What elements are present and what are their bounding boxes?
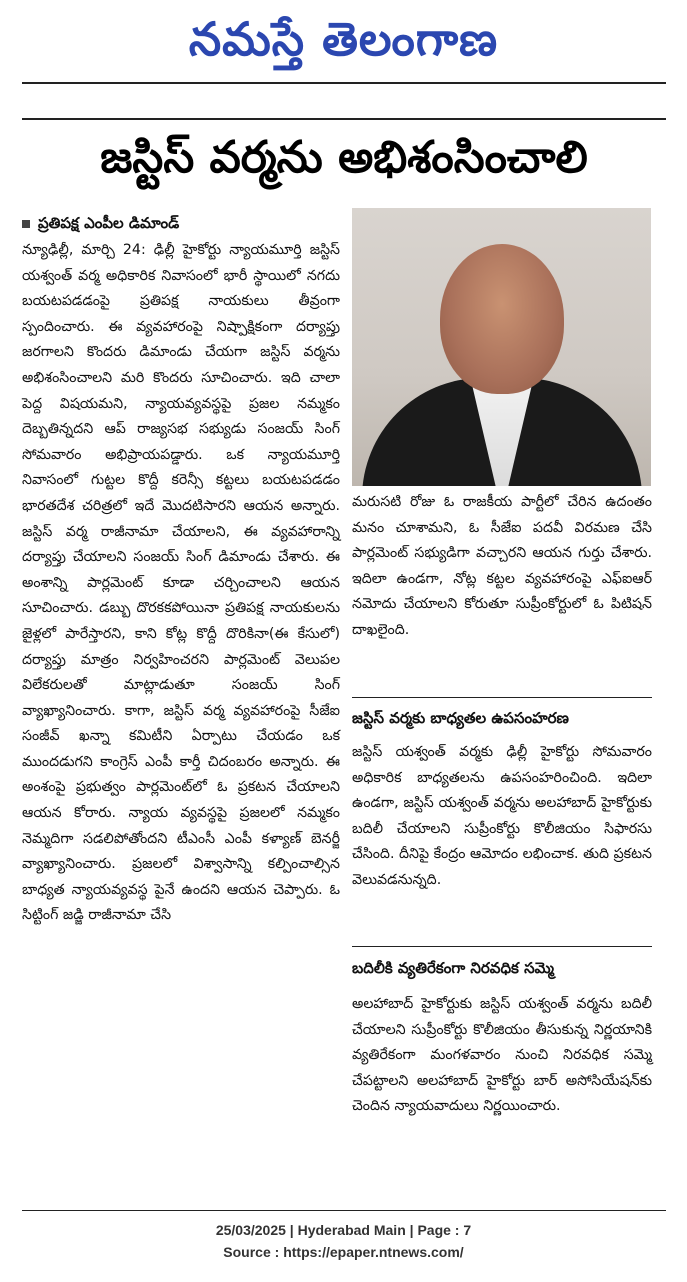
article-right-column [352, 490, 652, 644]
masthead [0, 8, 687, 70]
judge-photo [352, 208, 651, 486]
article-left-column [22, 238, 340, 929]
right-column-text-2: జస్టిస్ యశ్వంత్ వర్మకు ఢిల్లీ హైకోర్టు సోమవారం అధికారిక బాధ్యతలను ఉపసంహరించింది. ఇదిలా ఉండగా, జస్టిస్ యశ్వంత్ వర్మను అలహాబాద్ హైకోర్టుకు బదిలీ చేయాలని సుప్రీంకోర్టు కొలీజియం సిఫారసు చేసింది. దీనిపై కేంద్రం ఆమోదం లభించాక. తుది ప్రకటన వెలువడనున్నది. [352, 744, 652, 888]
dek-text: ప్రతిపక్ష ఎంపీల డిమాండ్ [38, 214, 180, 232]
bottom-rule [22, 1210, 666, 1211]
masthead-rule [22, 118, 666, 120]
top-rule [22, 82, 666, 84]
right-column-text-1: మరుసటి రోజు ఓ రాజకీయ పార్టీలో చేరిన ఉదంతం మనం చూశామని, ఓ సీజేఐ పదవీ విరమణ చేసి పార్లమెంట్ సభ్యుడిగా వచ్చారని ఆయన గుర్తు చేశారు. ఇదిలా ఉండగా, నోట్ల కట్టల వ్యవహారంపై ఎఫ్‌ఐఆర్ నమోదు చేయాలని కోరుతూ సుప్రీంకోర్టులో ఓ పిటిషన్ దాఖలైంది. [352, 494, 652, 638]
right-column-text-3: అలహాబాద్ హైకోర్టుకు జస్టిస్ యశ్వంత్ వర్మను బదిలీ చేయాలని సుప్రీంకోర్టు కొలీజియం తీసుకున్న నిర్ణయానికి వ్యతిరేకంగా మంగళవారం నుంచి నిరవధిక సమ్మె చేపట్టాలని అలహాబాద్ హైకోర్టు బార్ అసోసియేషన్‌కు చెందిన న్యాయవాదులు నిర్ణయించారు. [352, 996, 652, 1115]
bullet-icon [22, 220, 30, 228]
footer-source: Source : https://epaper.ntnews.com/ [223, 1244, 464, 1260]
footer-dateline: 25/03/2025 | Hyderabad Main | Page : 7 [215, 1222, 472, 1238]
subhead-withdrawal: జస్టిస్ వర్మకు బాధ్యతల ఉపసంహరణ [352, 709, 569, 727]
subhead-strike: బదిలీకి వ్యతిరేకంగా నిరవధిక సమ్మె [352, 959, 555, 977]
article-right-section-2 [352, 740, 652, 894]
divider-2 [352, 946, 652, 947]
left-column-text: న్యూఢిల్లీ, మార్చి 24: ఢిల్లీ హైకోర్టు న్యాయమూర్తి జస్టిస్ యశ్వంత్ వర్మ అధికారిక నివాసంలో భారీ స్థాయిలో నగదు బయటపడడంపై ప్రతిపక్ష నాయకులు తీవ్రంగా స్పందించారు. ఈ వ్యవహారంపై నిష్పాక్షికంగా దర్యాప్తు జరగాలని కొందరు డిమాండు చేయగా జస్టిస్ వర్మను అభిశంసించాలని మరి కొందరు సూచించారు. ఇది చాలా పెద్ద విషయమని, న్యాయవ్యవస్థపై ప్రజల నమ్మకం దెబ్బతిన్నదని ఆప్ రాజ్యసభ సభ్యుడు సంజయ్ సింగ్ సోమవారం అభిప్రాయపడ్డారు. ఒక న్యాయమూర్తి నివాసంలో గుట్టల కొద్దీ కరెన్సీ కట్టలు బయటపడడం భారతదేశ చరిత్రలో ఇదే మొదటిసారని ఆయన అన్నారు. జస్టిస్ వర్మ రాజీనామా చేయాలని, ఈ వ్యవహారాన్ని దర్యాప్తు చేయాలని సంజయ్ సింగ్ డిమాండు చేశారు. ఈ అంశాన్ని పార్లమెంట్ కూడా చర్చించాలని ఆయన సూచించారు. డబ్బు దొరకకపోయినా ప్రతిపక్ష నాయకులను జైళ్లలో పారేస్తారని, కాని కోట్ల కొద్దీ దొరికినా(ఈ కేసులో) దర్యాప్తు మాత్రం నిర్వహించరని పార్లమెంట్ వెలుపల విలేకరులతో మాట్లాడుతూ సంజయ్ సింగ్ వ్యాఖ్యానించారు. కాగా, జస్టిస్ వర్మ వ్యవహారంపై సీజేఐ సంజీవ్ ఖన్నా కమిటీని ఏర్పాటు చేయడం ఒక ముందడుగని కాంగ్రెస్ ఎంపీ కార్తీ చిదంబరం అన్నారు. ఈ అంశంపై ప్రభుత్వం పార్లమెంట్‌లో ఓ ప్రకటన చేయాలని ఆయన కోరారు. న్యాయ వ్యవస్థపై ప్రజలలో నమ్మకం నెమ్మదిగా సడలిపోతోందని టీఎంసీ ఎంపీ కళ్యాణ్ బెనర్జీ వ్యాఖ్యానించారు. ప్రజలలో విశ్వాసాన్ని కల్పించాల్సిన బాధ్యత న్యాయవ్యవస్థ పైనే ఉందని ఆయన చెప్పారు. ఓ సిట్టింగ్ జడ్జి రాజీనామా చేసి [22, 242, 340, 924]
article-headline: జస్టిస్ వర్మను అభిశంసించాలి [100, 132, 588, 183]
newspaper-title: నమస్తే తెలంగాణ [188, 12, 499, 66]
divider-1 [352, 697, 652, 698]
article-right-section-3 [352, 992, 652, 1120]
article-dek [22, 212, 342, 234]
photo-face [440, 244, 564, 394]
